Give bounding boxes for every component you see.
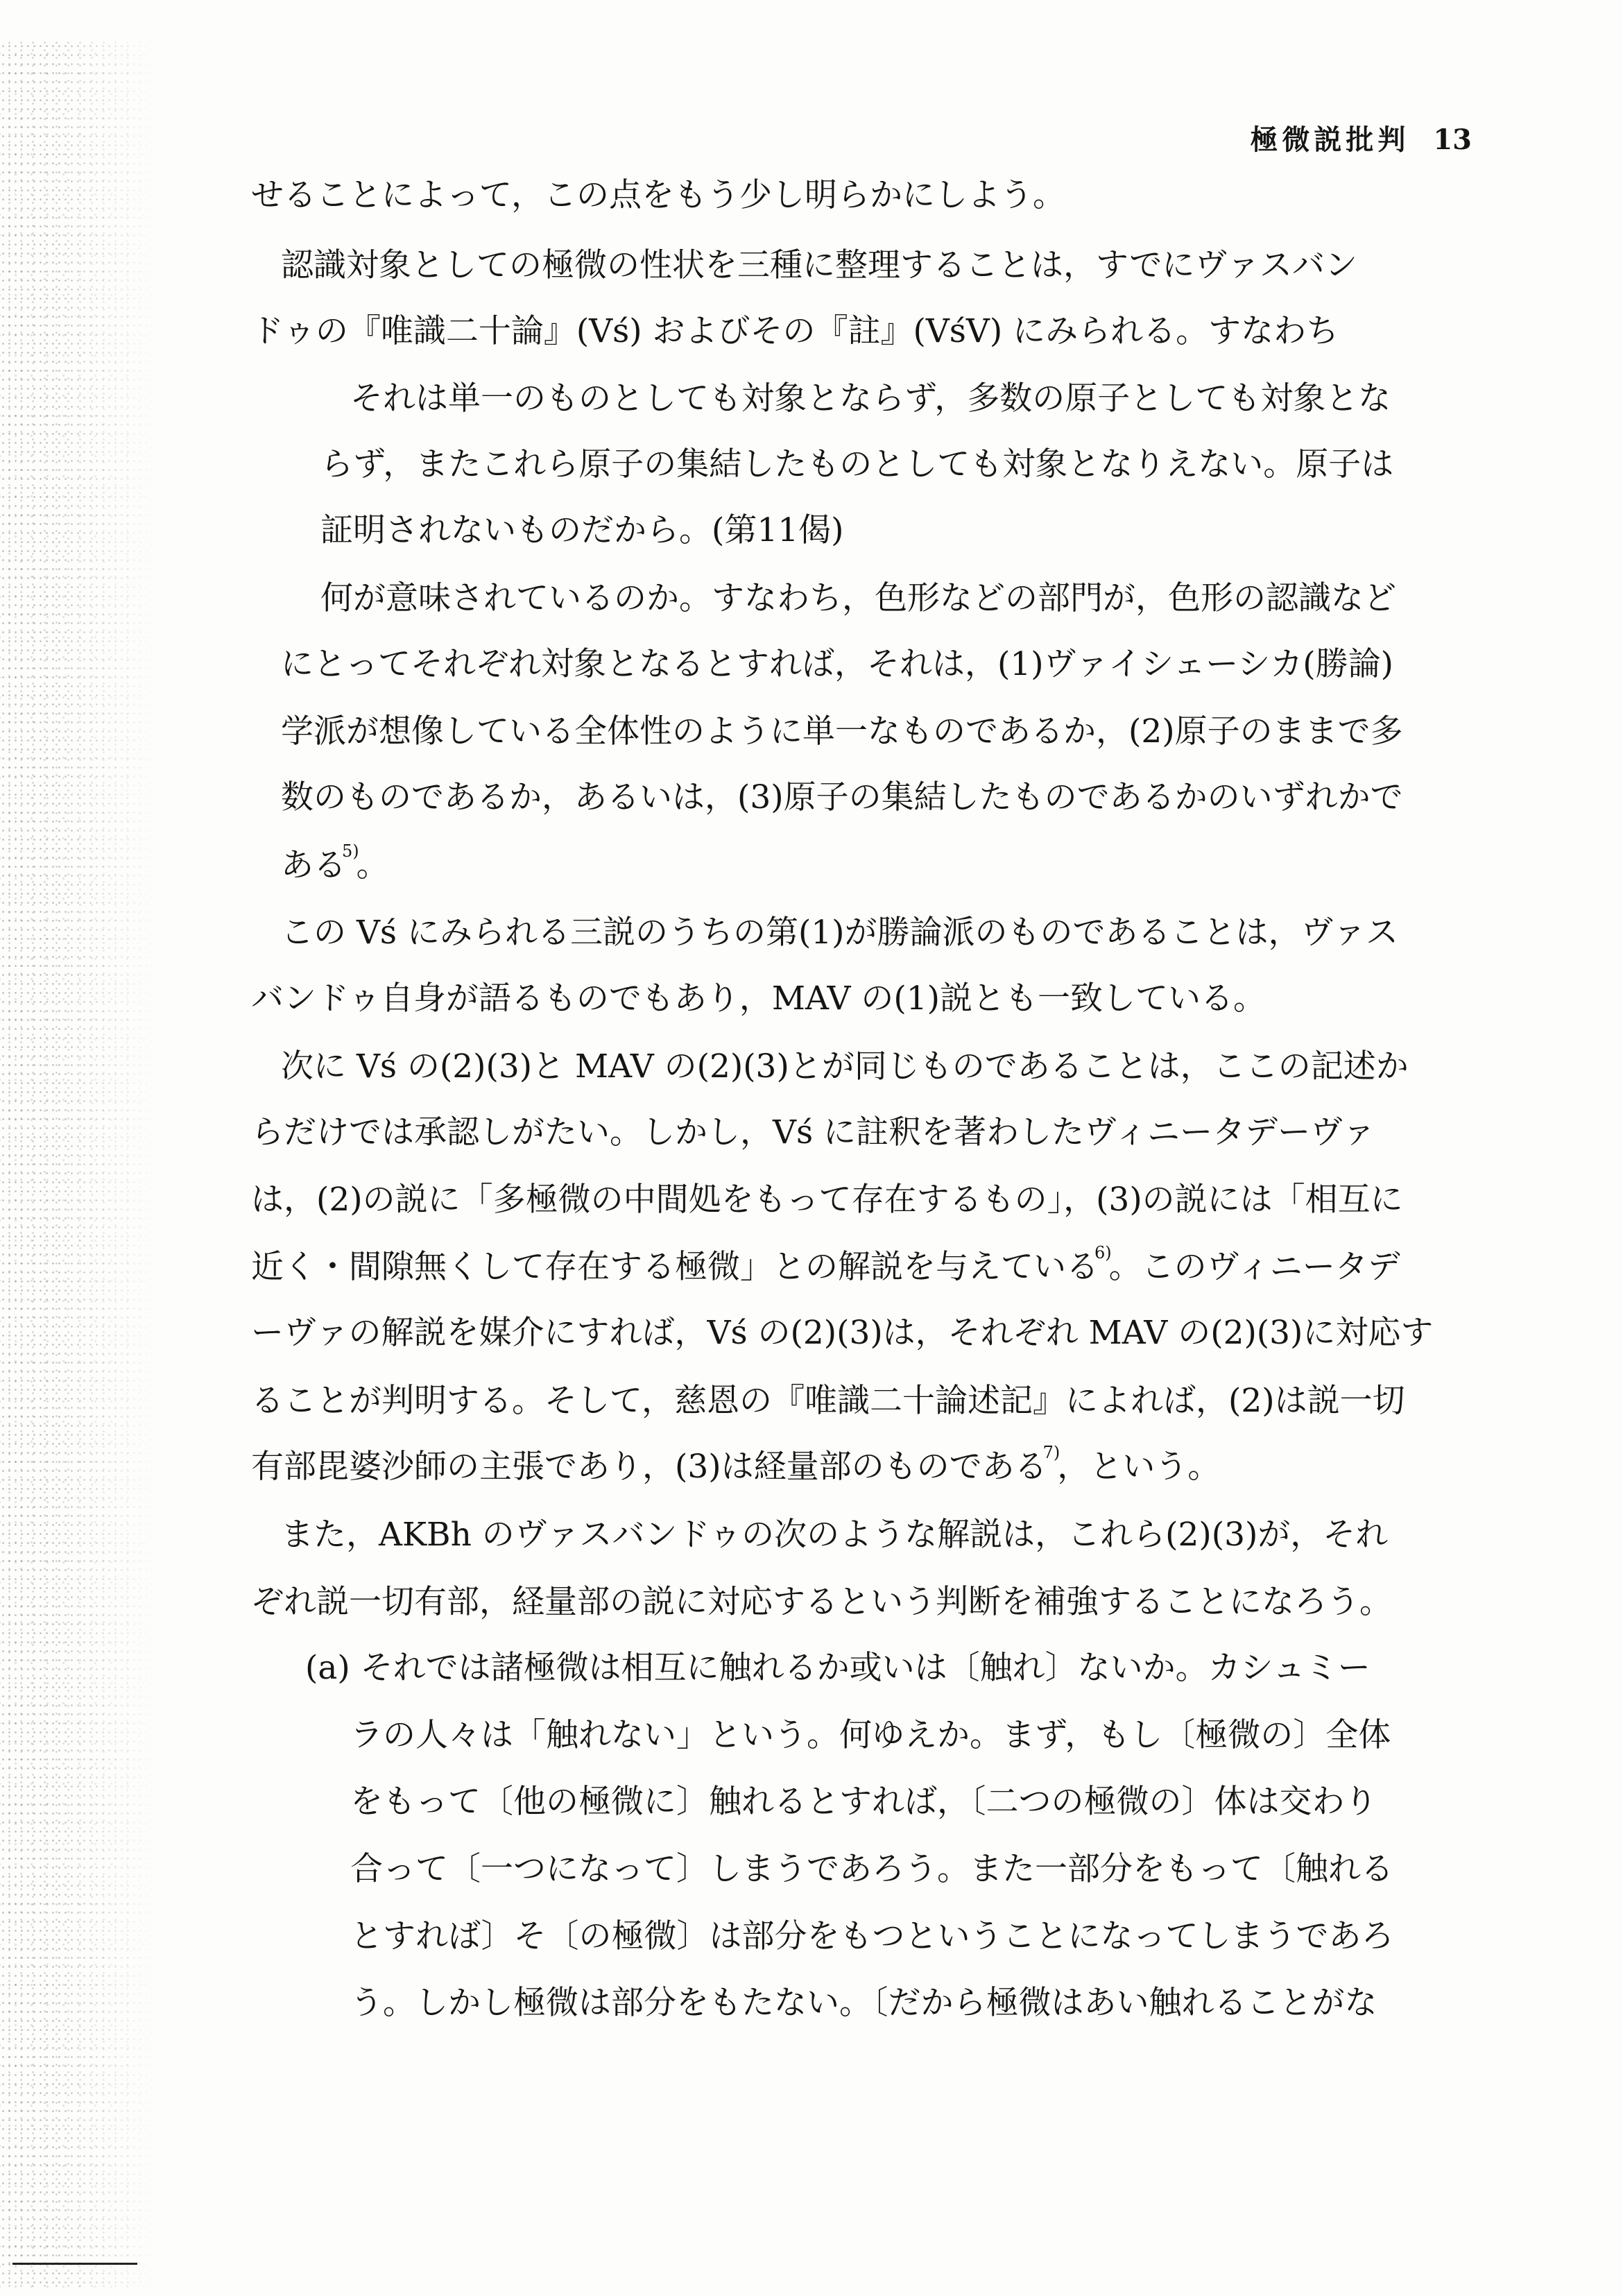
- text-line: ドゥの『唯識二十論』(Vś) およびその『註』(VśV) にみられる。すなわち: [251, 312, 1339, 350]
- footnote-marker: 5): [342, 841, 359, 861]
- quote-line: それは単一のものとしても対象とならず，多数の原子としても対象とな: [350, 379, 1391, 418]
- header-title: 極微説批判: [1250, 123, 1410, 156]
- quote-line: らず，またこれら原子の集結したものとしても対象となりえない。原子は: [320, 445, 1394, 483]
- footnote-marker: 6): [1094, 1243, 1112, 1262]
- quote-line: とすれば〕そ〔の極微〕は部分をもつということになってしまうであろ: [350, 1917, 1394, 1955]
- text-line: 何が意味されているのか。すなわち，色形などの部門が，色形の認識など: [320, 579, 1396, 617]
- text-line: ぞれ説一切有部，経量部の説に対応するという判断を補強することになろう。: [251, 1583, 1392, 1621]
- quote-line: (a) それでは諸極微は相互に触れるか或いは〔触れ〕ないか。カシュミー: [305, 1649, 1371, 1687]
- text-line: 有部毘婆沙師の主張であり，(3)は経量部のものである$^{7)}$，という。: [251, 1443, 1221, 1486]
- quote-line: 合って〔一つになって〕しまうであろう。また一部分をもって〔触れる: [350, 1850, 1393, 1888]
- quote-line: をもって〔他の極微に〕触れるとすれば，〔二つの極微の〕体は交わり: [350, 1783, 1377, 1821]
- text-line: にとってそれぞれ対象となるとすれば，それは，(1)ヴァイシェーシカ(勝論): [281, 645, 1393, 683]
- text-line: ーヴァの解説を媒介にすれば，Vś の(2)(3)は，それぞれ MAV の(2)(3)に対応す: [251, 1314, 1434, 1352]
- text-line: また，AKBh のヴァスバンドゥの次のような解説は，これら(2)(3)が，それ: [281, 1516, 1389, 1554]
- scan-noise-margin: [0, 42, 160, 2289]
- quote-line: う。しかし極微は部分をもたない。〔だから極微はあい触れることがな: [350, 1984, 1377, 2022]
- text-line: 学派が想像している全体性のように単一なものであるか，(2)原子のままで多: [281, 712, 1403, 751]
- text-line: 近く・間隙無くして存在する極微」との解説を与えている$^{6)}$。このヴィニータデ: [251, 1243, 1400, 1286]
- running-header: [1250, 118, 1472, 157]
- text-line: ある$^{5)}$。: [281, 841, 389, 884]
- text-line: この Vś にみられる三説のうちの第(1)が勝論派のものであることは，ヴァス: [281, 914, 1399, 952]
- text-line: 次に Vś の(2)(3)と MAV の(2)(3)とが同じものであることは，ここの記述か: [281, 1047, 1409, 1086]
- footnote-marker: 7): [1042, 1443, 1060, 1462]
- text-line: は，(2)の説に「多極微の中間処をもって存在するもの」，(3)の説には「相互に: [251, 1181, 1403, 1219]
- text-line: 数のものであるか，あるいは，(3)原子の集結したものであるかのいずれかで: [281, 778, 1403, 816]
- quote-line: 証明されないものだから。(第11偈): [320, 511, 844, 549]
- text-line: ることが判明する。そして，慈恩の『唯識二十論述記』によれば，(2)は説一切: [251, 1382, 1405, 1420]
- quote-line: ラの人々は「触れない」という。何ゆえか。まず，もし〔極微の〕全体: [350, 1716, 1391, 1754]
- text-line: バンドゥ自身が語るものでもあり，MAV の(1)説とも一致している。: [251, 979, 1266, 1018]
- text-line: らだけでは承認しがたい。しかし，Vś に註釈を著わしたヴィニータデーヴァ: [251, 1113, 1375, 1151]
- text-line: 認識対象としての極微の性状を三種に整理することは，すでにヴァスバン: [281, 246, 1357, 284]
- text-line: せることによって，この点をもう少し明らかにしよう。: [251, 176, 1066, 214]
- bottom-rule: [12, 2263, 137, 2265]
- page-number: 13: [1433, 123, 1472, 156]
